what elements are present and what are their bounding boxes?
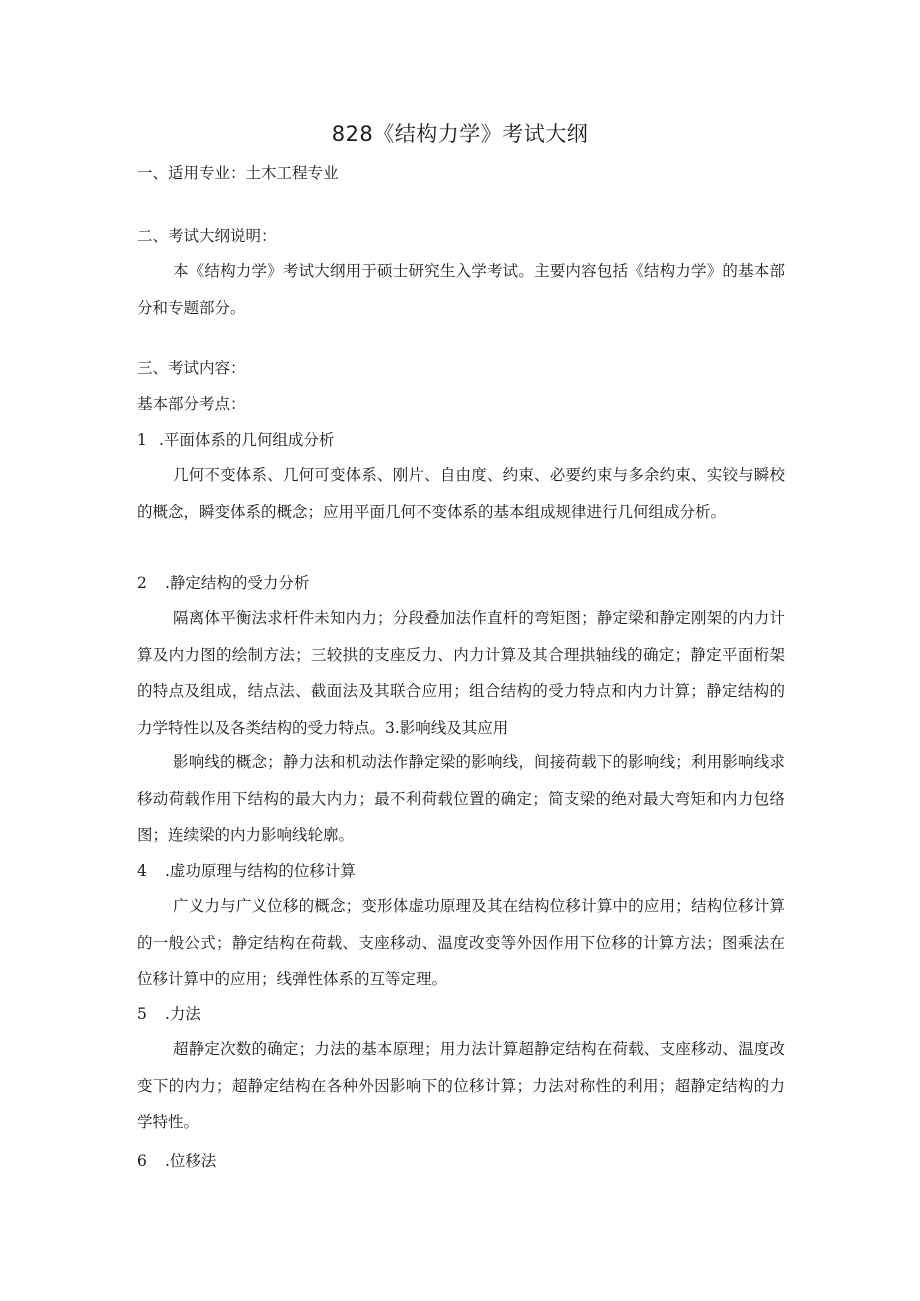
content-heading: 三、考试内容： (137, 359, 246, 377)
basic-heading: 基本部分考点： (137, 395, 246, 413)
description-paragraph: 本《结构力学》考试大纲用于硕士研究生入学考试。主要内容包括《结构力学》的基本部分和专题部分。 (137, 262, 785, 317)
topic-number: 2 (137, 574, 147, 592)
topic-paragraph-5: 超静定次数的确定；力法的基本原理；用力法计算超静定结构在荷载、支座移动、温度改变下的内力；超静定结构在各种外因影响下的位移计算；力法对称性的利用；超静定结构的力学特性。 (137, 1040, 785, 1132)
topic-heading-5 (137, 1004, 201, 1024)
topic-title: .位移法 (165, 1152, 217, 1170)
topic-heading-4 (137, 861, 356, 881)
applicable-major: 一、适用专业：土木工程专业 (137, 164, 339, 182)
topic-title: .平面体系的几何组成分析 (159, 431, 335, 449)
page-title: 828《结构力学》考试大纲 (331, 122, 589, 146)
topic-number: 6 (137, 1152, 147, 1170)
topic-paragraph-1: 几何不变体系、几何可变体系、刚片、自由度、约束、必要约束与多余约束、实铰与瞬校的概念，瞬变体系的概念；应用平面几何不变体系的基本组成规律进行几何组成分析。 (137, 466, 785, 521)
topic-title: .静定结构的受力分析 (165, 574, 310, 592)
topic-paragraph-4: 广义力与广义位移的概念；变形体虚功原理及其在结构位移计算中的应用；结构位移计算的一般公式；静定结构在荷载、支座移动、温度改变等外因作用下位移的计算方法；图乘法在位移计算中的应用；线弹性体系的互等定理。 (137, 897, 785, 989)
topic-title: .虚功原理与结构的位移计算 (165, 862, 356, 880)
topic-number: 5 (137, 1005, 147, 1023)
description-heading: 二、考试大纲说明： (137, 227, 277, 245)
topic-number: 4 (137, 862, 147, 880)
topic-heading-6 (137, 1151, 216, 1171)
topic-paragraph-2: 隔离体平衡法求杆件未知内力；分段叠加法作直杆的弯矩图；静定梁和静定刚架的内力计算及内力图的绘制方法；三较拱的支座反力、内力计算及其合理拱轴线的确定；静定平面桁架的特点及组成，结点法、截面法及其联合应用；组合结构的受力特点和内力计算；静定结构的力学特性以及各类结构的受力特点。3.影响线及其应用 (137, 609, 785, 737)
topic-heading-2 (137, 573, 309, 593)
topic-heading-1 (137, 430, 334, 450)
topic-number: 1 (137, 431, 147, 449)
topic-title: .力法 (165, 1005, 201, 1023)
topic-paragraph-3: 影响线的概念；静力法和机动法作静定梁的影响线，间接荷载下的影响线；利用影响线求移动荷载作用下结构的最大内力；最不利荷载位置的确定；简支梁的绝对最大弯矩和内力包络图；连续梁的内力影响线轮廓。 (137, 753, 785, 845)
